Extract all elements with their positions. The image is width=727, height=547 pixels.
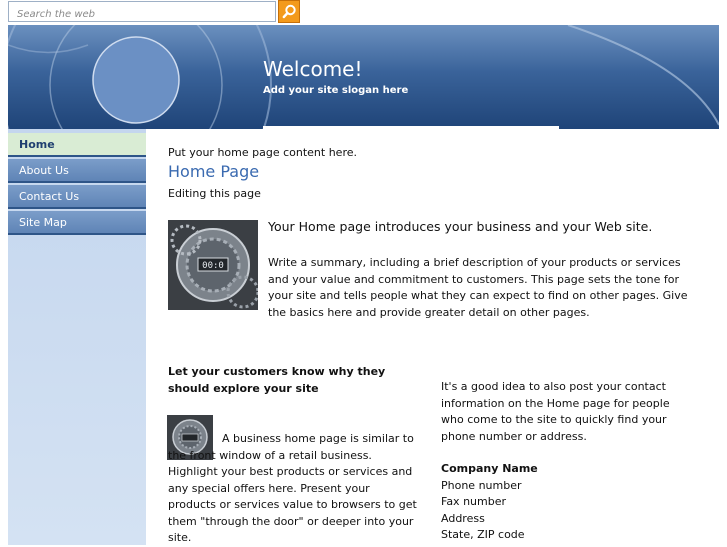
sidebar-item-label: Site Map (19, 216, 67, 229)
main-content (146, 129, 719, 545)
sidebar-item-contact-us[interactable] (8, 185, 146, 209)
header-banner (8, 25, 719, 129)
left-column-text: A business home page is similar to the front window of a retail business. Highlight your best products or services and any special offers here. Present your products or services value to browsers to get them "through the door" or deeper into your site. (168, 432, 417, 544)
search-button[interactable] (278, 0, 300, 23)
sidebar-item-site-map[interactable] (8, 211, 146, 235)
contact-info (441, 461, 681, 544)
sidebar-item-label: About Us (19, 164, 69, 177)
left-column-heading: Let your customers know why they should explore your site (168, 365, 386, 395)
editing-text: Editing this page (168, 187, 261, 200)
search-box (8, 1, 276, 22)
sidebar-item-label: Home (19, 138, 55, 151)
phone-number: Phone number (441, 478, 522, 492)
company-name: Company Name (441, 462, 538, 475)
gear-image (168, 220, 258, 310)
site-title: Welcome! (263, 57, 363, 81)
address: Address (441, 511, 485, 525)
sidebar-item-home[interactable] (8, 133, 146, 157)
sidebar-item-label: Contact Us (19, 190, 80, 203)
header-decoration (8, 25, 719, 129)
fax-number: Fax number (441, 495, 506, 508)
top-search-bar (0, 0, 727, 25)
sidebar (8, 129, 146, 545)
section-heading: Your Home page introduces your business and your Web site. (268, 219, 653, 234)
summary-text: Write a summary, including a brief description of your products or services and your value and commitment to customers. This page sets the tone for your site and tells people what they can expect to find on other pages. Give the basics here and provide greater detail on other pages. (268, 256, 688, 319)
svg-text:00:0: 00:0 (202, 261, 224, 271)
search-input[interactable] (9, 5, 275, 24)
state-zip: State, ZIP code (441, 528, 525, 541)
sidebar-item-about-us[interactable] (8, 159, 146, 183)
left-column-paragraph (168, 431, 420, 547)
page-title: Home Page (168, 162, 260, 181)
search-icon (282, 4, 297, 19)
site-slogan: Add your site slogan here (263, 85, 409, 96)
right-column-paragraph: It's a good idea to also post your contact information on the Home page for people who come to the site to quickly find your phone number or address. (441, 380, 670, 443)
intro-text: Put your home page content here. (168, 146, 357, 159)
